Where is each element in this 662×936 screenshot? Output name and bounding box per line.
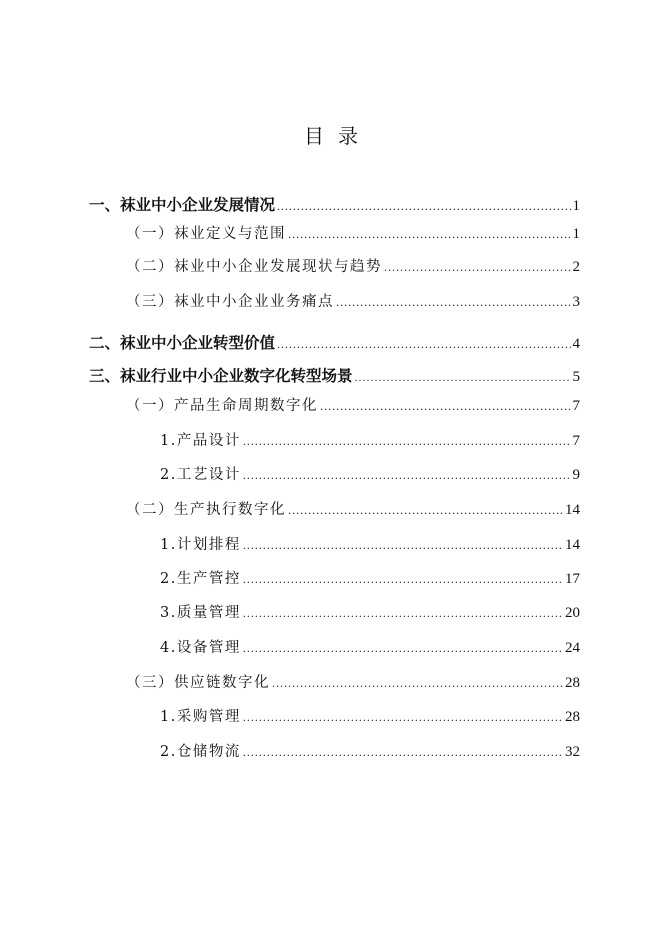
toc-entry[interactable] bbox=[160, 602, 580, 624]
toc-title-char-2: 录 bbox=[338, 124, 358, 148]
toc-entry-label: 一、袜业中小企业发展情况 bbox=[89, 196, 276, 214]
toc-leader-dots bbox=[277, 333, 570, 355]
toc-title-char-1: 目 bbox=[304, 124, 324, 148]
toc-entry[interactable] bbox=[126, 223, 580, 245]
toc-leader-dots bbox=[243, 602, 563, 624]
toc-entry-page: 1 bbox=[572, 198, 580, 214]
toc-leader-dots bbox=[336, 291, 571, 313]
toc-leader-dots bbox=[243, 568, 563, 590]
toc-entry-label: （三）袜业中小企业业务痛点 bbox=[126, 294, 334, 310]
toc-entry-page: 28 bbox=[565, 709, 580, 725]
toc-entry-page: 5 bbox=[572, 369, 580, 385]
toc-entry[interactable] bbox=[160, 568, 580, 590]
toc-leader-dots bbox=[243, 706, 563, 728]
toc-entry-page: 2 bbox=[572, 259, 580, 275]
toc-leader-dots bbox=[277, 195, 570, 217]
toc-entry-label: 4.设备管理 bbox=[160, 640, 241, 656]
toc-entry-label: 3.质量管理 bbox=[160, 605, 241, 621]
toc-entry[interactable] bbox=[160, 706, 580, 728]
toc-entry[interactable] bbox=[160, 637, 580, 659]
toc-entry-page: 14 bbox=[565, 537, 580, 553]
toc-entry-label: 1.产品设计 bbox=[160, 433, 241, 449]
toc-leader-dots bbox=[243, 464, 571, 486]
toc-entry[interactable] bbox=[160, 741, 580, 763]
toc-leader-dots bbox=[355, 366, 571, 388]
toc-entry-label: 1.采购管理 bbox=[160, 709, 241, 725]
toc-leader-dots bbox=[243, 637, 563, 659]
toc-leader-dots bbox=[384, 256, 571, 278]
toc-entry-page: 28 bbox=[565, 675, 580, 691]
toc-entry[interactable] bbox=[126, 256, 580, 278]
toc-entry[interactable] bbox=[89, 365, 580, 387]
toc-leader-dots bbox=[243, 534, 563, 556]
toc-title bbox=[0, 120, 662, 149]
toc-leader-dots bbox=[288, 499, 563, 521]
toc-leader-dots bbox=[320, 395, 571, 417]
toc-entry-label: 三、袜业行业中小企业数字化转型场景 bbox=[89, 367, 353, 385]
toc-entry-label: （二）生产执行数字化 bbox=[126, 502, 286, 518]
toc-leader-dots bbox=[288, 223, 571, 245]
toc-entry-label: （一）产品生命周期数字化 bbox=[126, 398, 318, 414]
toc-entry-label: （三）供应链数字化 bbox=[126, 675, 270, 691]
toc-entry[interactable] bbox=[126, 291, 580, 313]
toc-entry-page: 1 bbox=[572, 226, 580, 242]
toc-entry-page: 20 bbox=[565, 605, 580, 621]
toc-entry-label: 2.仓储物流 bbox=[160, 744, 241, 760]
toc-entry[interactable] bbox=[89, 194, 580, 216]
toc-entry[interactable] bbox=[160, 534, 580, 556]
toc-entry[interactable] bbox=[126, 672, 580, 694]
toc-entry[interactable] bbox=[126, 499, 580, 521]
toc-entry-page: 32 bbox=[565, 744, 580, 760]
toc-entry-page: 7 bbox=[572, 433, 580, 449]
toc-entry-page: 3 bbox=[572, 294, 580, 310]
toc-entry-page: 9 bbox=[572, 467, 580, 483]
toc-entry[interactable] bbox=[160, 430, 580, 452]
toc-entry[interactable] bbox=[89, 332, 580, 354]
toc-entry-label: （二）袜业中小企业发展现状与趋势 bbox=[126, 259, 382, 275]
toc-entry-label: 2.生产管控 bbox=[160, 571, 241, 587]
toc-entry-page: 14 bbox=[565, 502, 580, 518]
toc-entry-page: 7 bbox=[572, 398, 580, 414]
toc-entry[interactable] bbox=[126, 395, 580, 417]
toc-entry-page: 4 bbox=[572, 336, 580, 352]
toc-leader-dots bbox=[243, 741, 563, 763]
toc-entry-label: 1.计划排程 bbox=[160, 537, 241, 553]
toc-entry[interactable] bbox=[160, 464, 580, 486]
toc-entry-label: （一）袜业定义与范围 bbox=[126, 226, 286, 242]
toc-entry-label: 2.工艺设计 bbox=[160, 467, 241, 483]
toc-entry-page: 17 bbox=[565, 571, 580, 587]
toc-leader-dots bbox=[272, 672, 563, 694]
toc-leader-dots bbox=[243, 430, 571, 452]
toc-entry-label: 二、袜业中小企业转型价值 bbox=[89, 334, 276, 352]
toc-entry-page: 24 bbox=[565, 640, 580, 656]
